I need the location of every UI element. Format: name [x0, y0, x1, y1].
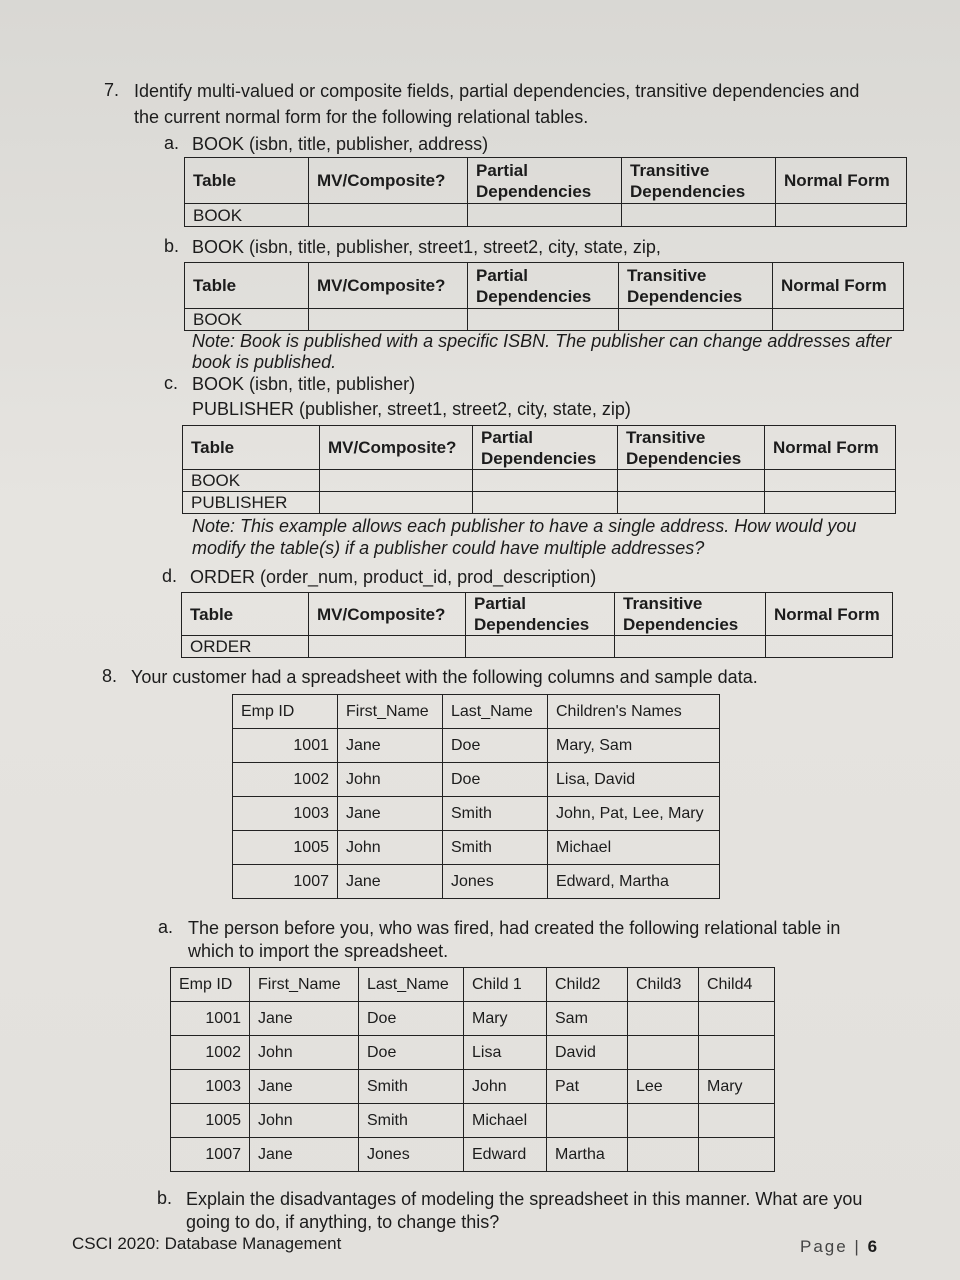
table-row [233, 831, 720, 865]
child2-cell: David [547, 1036, 628, 1070]
q7d-label: d. [162, 566, 178, 586]
header-table: Table [185, 158, 309, 204]
q7b-note-line1: Note: Book is published with a specific ISBN. The publisher can change addresses after [192, 331, 892, 351]
last-name-cell: Doe [443, 763, 548, 797]
table-row [233, 797, 720, 831]
child2-cell: Sam [547, 1002, 628, 1036]
header-first-name: First_Name [338, 695, 443, 729]
last-name-cell: Doe [359, 1036, 464, 1070]
q7d-title: ORDER (order_num, product_id, prod_description) [190, 567, 597, 587]
children-cell: Michael [548, 831, 720, 865]
answer-cell [765, 492, 896, 514]
header-table: Table [183, 426, 320, 470]
first-name-cell: Jane [338, 797, 443, 831]
child3-cell: Lee [628, 1070, 699, 1104]
q7c-note-line1: Note: This example allows each publisher to have a single address. How would you [192, 516, 857, 536]
answer-cell [618, 492, 765, 514]
header-child1: Child 1 [464, 968, 547, 1002]
child4-cell [699, 1036, 775, 1070]
children-cell: Edward, Martha [548, 865, 720, 899]
emp-id-cell: 1001 [171, 1002, 250, 1036]
q8a-line1: The person before you, who was fired, had created the following relational table in [188, 918, 841, 938]
header-mv-composite: MV/Composite? [309, 593, 466, 636]
header-partial-dependencies: Partial Dependencies [473, 426, 618, 470]
child2-cell [547, 1104, 628, 1138]
last-name-cell: Smith [359, 1104, 464, 1138]
first-name-cell: John [250, 1036, 359, 1070]
answer-cell [466, 636, 615, 658]
emp-id-cell: 1002 [171, 1036, 250, 1070]
header-partial-dependencies: Partial Dependencies [468, 263, 619, 309]
emp-id-cell: 1005 [171, 1104, 250, 1138]
page-number: 6 [867, 1237, 880, 1256]
row-book: BOOK [183, 470, 320, 492]
row-order: ORDER [182, 636, 309, 658]
emp-id-cell: 1003 [233, 797, 338, 831]
child3-cell [628, 1002, 699, 1036]
table-row [171, 1138, 775, 1172]
question-7-number: 7. [104, 80, 120, 100]
child4-cell [699, 1104, 775, 1138]
child1-cell: Edward [464, 1138, 547, 1172]
table-row [233, 729, 720, 763]
child1-cell: Lisa [464, 1036, 547, 1070]
answer-cell [618, 470, 765, 492]
q7c-table [182, 425, 896, 514]
child2-cell: Pat [547, 1070, 628, 1104]
header-mv-composite: MV/Composite? [320, 426, 473, 470]
answer-cell [473, 470, 618, 492]
answer-cell [766, 636, 893, 658]
answer-cell [468, 204, 622, 227]
header-normal-form: Normal Form [766, 593, 893, 636]
header-first-name: First_Name [250, 968, 359, 1002]
answer-cell [320, 492, 473, 514]
header-last-name: Last_Name [443, 695, 548, 729]
answer-cell [765, 470, 896, 492]
q7b-table [184, 262, 904, 331]
q8b-line1: Explain the disadvantages of modeling the spreadsheet in this manner. What are you [186, 1189, 863, 1209]
child4-cell [699, 1002, 775, 1036]
answer-cell [619, 309, 773, 331]
q7b-title: BOOK (isbn, title, publisher, street1, street2, city, state, zip, [192, 237, 661, 257]
header-transitive-dependencies: Transitive Dependencies [622, 158, 776, 204]
footer-page [800, 1237, 879, 1257]
child1-cell: Michael [464, 1104, 547, 1138]
header-mv-composite: MV/Composite? [309, 158, 468, 204]
last-name-cell: Smith [443, 797, 548, 831]
children-cell: Lisa, David [548, 763, 720, 797]
header-childrens-names: Children's Names [548, 695, 720, 729]
q7a-title: BOOK (isbn, title, publisher, address) [192, 134, 489, 154]
first-name-cell: John [338, 831, 443, 865]
first-name-cell: Jane [250, 1070, 359, 1104]
header-table: Table [185, 263, 309, 309]
q7a-table [184, 157, 907, 227]
last-name-cell: Jones [443, 865, 548, 899]
q7c-title1: BOOK (isbn, title, publisher) [192, 374, 416, 394]
last-name-cell: Jones [359, 1138, 464, 1172]
table-row [171, 1036, 775, 1070]
last-name-cell: Doe [359, 1002, 464, 1036]
first-name-cell: John [338, 763, 443, 797]
emp-id-cell: 1002 [233, 763, 338, 797]
header-partial-dependencies: Partial Dependencies [466, 593, 615, 636]
child2-cell: Martha [547, 1138, 628, 1172]
q7c-note-line2: modify the table(s) if a publisher could have multiple addresses? [192, 538, 705, 558]
last-name-cell: Smith [443, 831, 548, 865]
table-row [233, 763, 720, 797]
q8a-line2: which to import the spreadsheet. [188, 941, 449, 961]
first-name-cell: Jane [250, 1002, 359, 1036]
child3-cell [628, 1104, 699, 1138]
child1-cell: John [464, 1070, 547, 1104]
first-name-cell: Jane [338, 865, 443, 899]
header-table: Table [182, 593, 309, 636]
answer-cell [776, 204, 907, 227]
answer-cell [622, 204, 776, 227]
row-book: BOOK [185, 204, 309, 227]
question-7-prompt-line1: Identify multi-valued or composite fields, partial dependencies, transitive dependencies and [134, 81, 860, 101]
answer-cell [309, 309, 468, 331]
emp-id-cell: 1007 [171, 1138, 250, 1172]
footer-course: CSCI 2020: Database Management [72, 1234, 342, 1253]
table-row [171, 1104, 775, 1138]
header-emp-id: Emp ID [233, 695, 338, 729]
child4-cell: Mary [699, 1070, 775, 1104]
header-emp-id: Emp ID [171, 968, 250, 1002]
answer-cell [773, 309, 904, 331]
answer-cell [309, 204, 468, 227]
q7b-note-line2: book is published. [192, 352, 337, 372]
q7a-label: a. [164, 133, 180, 153]
child4-cell [699, 1138, 775, 1172]
question-7-prompt-line2: the current normal form for the following relational tables. [134, 107, 589, 127]
answer-cell [320, 470, 473, 492]
header-normal-form: Normal Form [765, 426, 896, 470]
answer-cell [615, 636, 766, 658]
child1-cell: Mary [464, 1002, 547, 1036]
page-label: Page | [800, 1237, 861, 1256]
q8b-line2: going to do, if anything, to change this? [186, 1212, 500, 1232]
table-row [171, 1002, 775, 1036]
q7c-title2: PUBLISHER (publisher, street1, street2, city, state, zip) [192, 399, 631, 419]
table-row [233, 865, 720, 899]
spreadsheet-table [232, 694, 720, 899]
emp-id-cell: 1007 [233, 865, 338, 899]
header-child2: Child2 [547, 968, 628, 1002]
emp-id-cell: 1001 [233, 729, 338, 763]
child3-cell [628, 1036, 699, 1070]
q7c-label: c. [164, 373, 179, 393]
first-name-cell: John [250, 1104, 359, 1138]
emp-id-cell: 1005 [233, 831, 338, 865]
header-transitive-dependencies: Transitive Dependencies [618, 426, 765, 470]
relational-table [170, 967, 775, 1172]
row-book: BOOK [185, 309, 309, 331]
child3-cell [628, 1138, 699, 1172]
header-normal-form: Normal Form [773, 263, 904, 309]
emp-id-cell: 1003 [171, 1070, 250, 1104]
question-8-number: 8. [102, 666, 118, 686]
header-transitive-dependencies: Transitive Dependencies [615, 593, 766, 636]
header-mv-composite: MV/Composite? [309, 263, 468, 309]
last-name-cell: Doe [443, 729, 548, 763]
header-transitive-dependencies: Transitive Dependencies [619, 263, 773, 309]
table-row [171, 1070, 775, 1104]
children-cell: John, Pat, Lee, Mary [548, 797, 720, 831]
first-name-cell: Jane [338, 729, 443, 763]
answer-cell [473, 492, 618, 514]
header-normal-form: Normal Form [776, 158, 907, 204]
q7b-label: b. [164, 236, 180, 256]
header-child4: Child4 [699, 968, 775, 1002]
header-child3: Child3 [628, 968, 699, 1002]
question-8-prompt: Your customer had a spreadsheet with the following columns and sample data. [131, 667, 758, 687]
q7d-table [181, 592, 893, 658]
header-last-name: Last_Name [359, 968, 464, 1002]
last-name-cell: Smith [359, 1070, 464, 1104]
header-partial-dependencies: Partial Dependencies [468, 158, 622, 204]
children-cell: Mary, Sam [548, 729, 720, 763]
answer-cell [309, 636, 466, 658]
row-publisher: PUBLISHER [183, 492, 320, 514]
q8b-label: b. [157, 1188, 173, 1208]
first-name-cell: Jane [250, 1138, 359, 1172]
q8a-label: a. [158, 917, 174, 937]
answer-cell [468, 309, 619, 331]
